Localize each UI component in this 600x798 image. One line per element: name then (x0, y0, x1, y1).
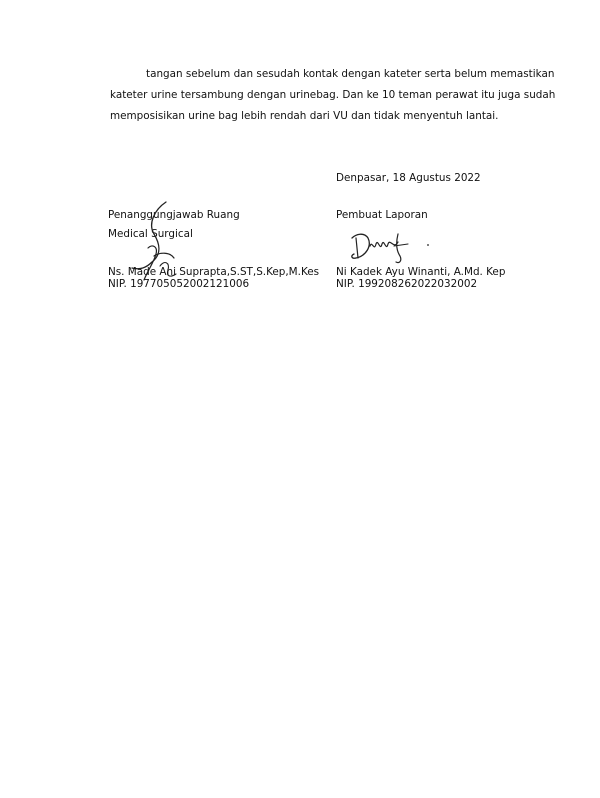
left-signatory-title-unit: Medical Surgical (108, 228, 193, 240)
right-signature-image (344, 228, 444, 268)
right-signatory-title: Pembuat Laporan (336, 209, 428, 221)
left-signatory-nip: NIP. 197705052002121006 (108, 278, 250, 290)
left-signatory-title: Penanggungjawab Ruang (108, 209, 240, 221)
place-date: Denpasar, 18 Agustus 2022 (336, 172, 481, 184)
body-line-3: memposisikan urine bag lebih rendah dari VU dan tidak menyentuh lantai. (110, 110, 499, 122)
right-signatory-name: Ni Kadek Ayu Winanti, A.Md. Kep (336, 266, 506, 278)
body-line-2: kateter urine tersambung dengan urinebag. Dan ke 10 teman perawat itu juga sudah (110, 89, 556, 101)
body-line-1: tangan sebelum dan sesudah kontak dengan kateter serta belum memastikan (146, 68, 555, 80)
right-signatory-nip: NIP. 199208262022032002 (336, 278, 478, 290)
left-signatory-name: Ns. Made Ani Suprapta,S.ST,S.Kep,M.Kes (108, 266, 320, 278)
report-body-paragraph (110, 64, 556, 127)
